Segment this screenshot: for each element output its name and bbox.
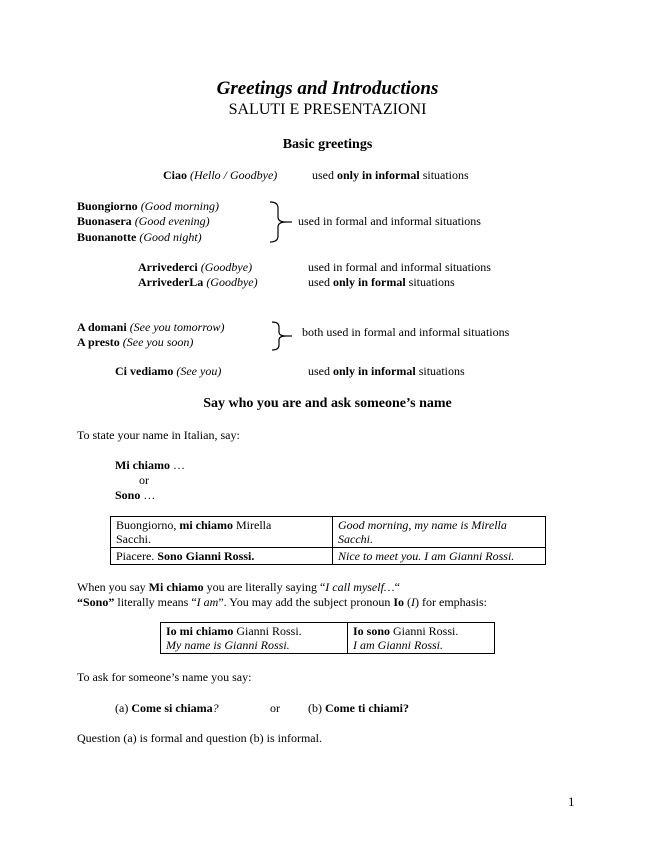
table-row (111, 517, 546, 548)
table-row (111, 548, 546, 565)
greeting-buonanotte: Buonanotte (Good night) (77, 230, 202, 244)
usage-arrivederci: used in formal and informal situations (308, 260, 491, 274)
usage-ciao: used only in informal situations (312, 168, 469, 182)
usage-arrivederla: used only in formal situations (308, 275, 455, 289)
question-or: or (270, 701, 280, 715)
table-cell: Piacere. Sono Gianni Rossi. (111, 548, 333, 565)
question-b: (b) Come ti chiami? (308, 701, 409, 715)
question-a: (a) Come si chiama? (115, 701, 219, 715)
page-subtitle: SALUTI E PRESENTAZIONI (228, 101, 427, 118)
greeting-arrivederci: Arrivederci (Goodbye) (138, 260, 253, 274)
greeting-arrivederla: ArrivederLa (Goodbye) (138, 275, 258, 289)
emphasis-table (160, 622, 495, 654)
literal-meaning-line-1: When you say Mi chiamo you are literally saying “I call myself…“ (77, 580, 400, 594)
section-heading-basic: Basic greetings (282, 137, 373, 152)
greeting-buonasera: Buonasera (Good evening) (77, 214, 210, 228)
usage-ci-vediamo: used only in informal situations (308, 364, 465, 378)
section-heading-names: Say who you are and ask someone’s name (203, 396, 452, 411)
brace-icon (270, 320, 294, 352)
mi-chiamo-line: Mi chiamo … (115, 458, 185, 472)
intro-text: To state your name in Italian, say: (77, 428, 240, 442)
greeting-ci-vediamo: Ci vediamo (See you) (115, 364, 222, 378)
formality-note: Question (a) is formal and question (b) is informal. (77, 731, 322, 745)
usage-group1: used in formal and informal situations (298, 214, 481, 228)
ask-text: To ask for someone’s name you say: (77, 670, 252, 684)
greeting-ciao: Ciao (Hello / Goodbye) (163, 168, 278, 182)
or-text: or (139, 473, 149, 487)
table-cell: Io sono Gianni Rossi. I am Gianni Rossi. (348, 623, 495, 654)
brace-icon (268, 200, 294, 244)
page-number: 1 (568, 794, 575, 809)
greeting-buongiorno: Buongiorno (Good morning) (77, 199, 220, 213)
greeting-a-presto: A presto (See you soon) (77, 335, 194, 349)
sono-line: Sono … (115, 488, 156, 502)
examples-table (110, 516, 546, 565)
greeting-a-domani: A domani (See you tomorrow) (77, 320, 225, 334)
literal-meaning-line-2: “Sono” literally means “I am”. You may add the subject pronoun Io (I) for emphasis: (77, 595, 487, 609)
table-cell: Io mi chiamo Gianni Rossi. My name is Gianni Rossi. (161, 623, 348, 654)
usage-group2: both used in formal and informal situations (302, 325, 510, 339)
table-row (161, 623, 495, 654)
table-cell: Good morning, my name is Mirella Sacchi. (333, 517, 546, 548)
table-cell: Buongiorno, mi chiamo Mirella Sacchi. (111, 517, 333, 548)
table-cell: Nice to meet you. I am Gianni Rossi. (333, 548, 546, 565)
page-title: Greetings and Introductions (216, 78, 439, 99)
